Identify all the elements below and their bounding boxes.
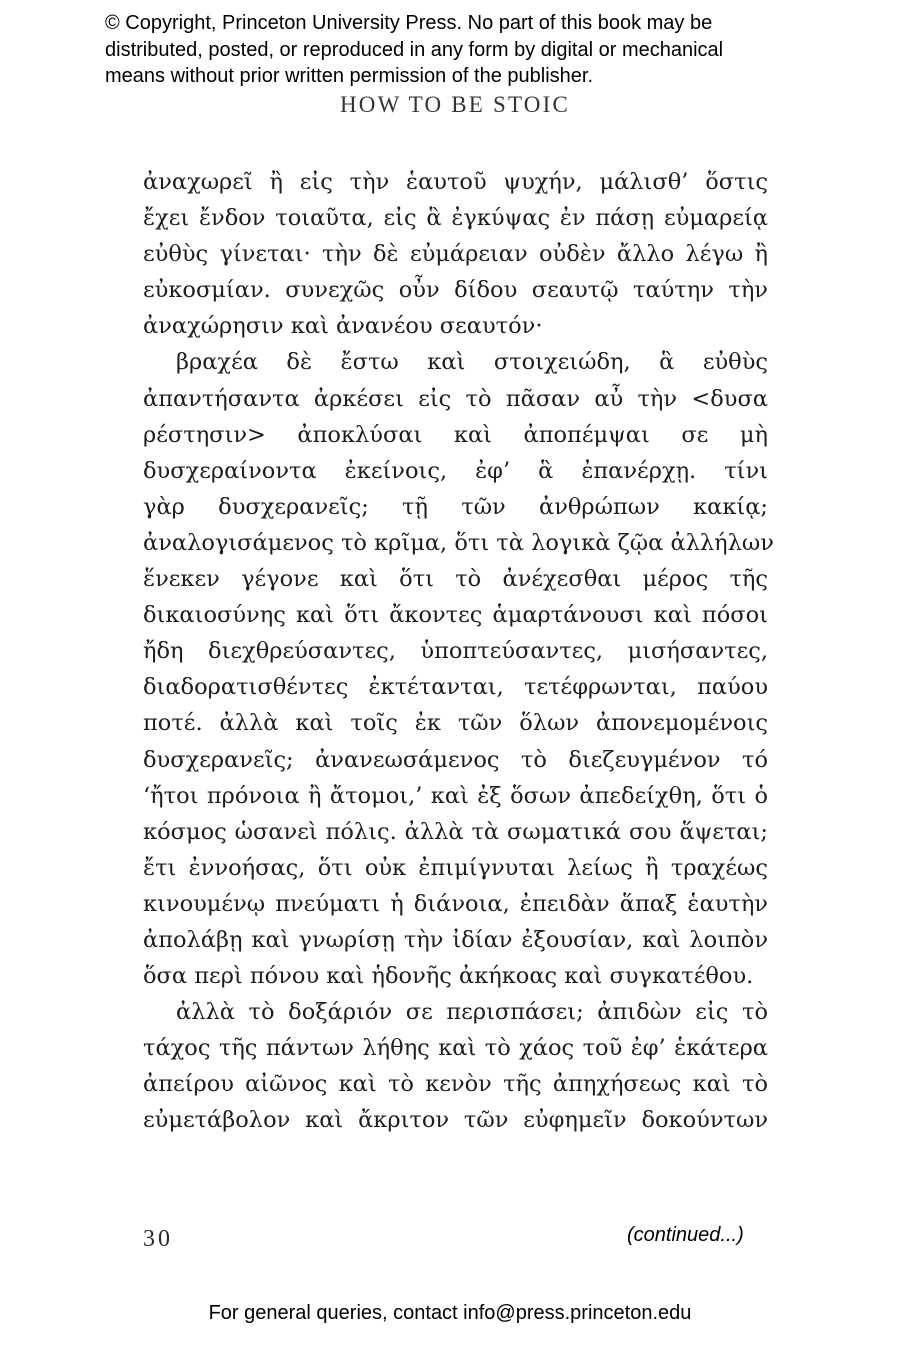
text-line: ὅσα περὶ πόνου καὶ ἡδονῆς ἀκήκοας καὶ συγκατέθου. bbox=[143, 963, 754, 990]
copyright-notice bbox=[105, 10, 825, 90]
text-line: δικαιοσύνης καὶ ὅτι ἄκοντες ἁμαρτάνουσι καὶ πόσοι bbox=[143, 602, 768, 629]
text-line: εὐκοσμίαν. συνεχῶς οὖν δίδου σεαυτῷ ταύτην τὴν bbox=[143, 277, 768, 304]
text-line: βραχέα δὲ ἔστω καὶ στοιχειώδη, ἃ εὐθὺς bbox=[176, 349, 768, 376]
text-line: ρέστησιν> ἀποκλύσαι καὶ ἀποπέμψαι σε μὴ bbox=[143, 421, 768, 448]
text-line: ἕνεκεν γέγονε καὶ ὅτι τὸ ἀνέχεσθαι μέρος τῆς bbox=[143, 566, 768, 593]
text-line: ἀλλὰ τὸ δοξάριόν σε περισπάσει; ἀπιδὼν εἰς τὸ bbox=[176, 999, 768, 1026]
text-line: ἀπολάβῃ καὶ γνωρίσῃ τὴν ἰδίαν ἐξουσίαν, καὶ λοιπὸν bbox=[143, 926, 768, 953]
copyright-line: means without prior written permission of the publisher. bbox=[105, 65, 594, 87]
text-line: δυσχερανεῖς; ἀνανεωσάμενος τὸ διεζευγμένον τό bbox=[143, 746, 768, 773]
text-line: ἔχει ἔνδον τοιαῦτα, εἰς ἃ ἐγκύψας ἐν πάσῃ εὐμαρείᾳ bbox=[143, 205, 768, 232]
text-line: διαδορατισθέντες ἐκτέτανται, τετέφρωνται, παύου bbox=[143, 674, 768, 701]
text-line: εὐμετάβολον καὶ ἄκριτον τῶν εὐφημεῖν δοκούντων bbox=[143, 1107, 768, 1134]
text-line: ἀναχώρησιν καὶ ἀνανέου σεαυτόν· bbox=[143, 313, 543, 340]
text-line: κινουμένῳ πνεύματι ἡ διάνοια, ἐπειδὰν ἅπαξ ἑαυτὴν bbox=[143, 890, 768, 917]
greek-text-body bbox=[143, 164, 774, 1139]
footer-contact: For general queries, contact info@press.princeton.edu bbox=[208, 1302, 692, 1324]
text-line: τάχος τῆς πάντων λήθης καὶ τὸ χάος τοῦ ἐφ’ ἑκάτερα bbox=[143, 1035, 768, 1062]
text-line: ἀναλογισάμενος τὸ κρῖμα, ὅτι τὰ λογικὰ ζῷα ἀλλήλων bbox=[143, 529, 774, 556]
text-line: ἀπείρου αἰῶνος καὶ τὸ κενὸν τῆς ἀπηχήσεως καὶ τὸ bbox=[143, 1071, 768, 1098]
continued-note: (continued...) bbox=[627, 1224, 744, 1246]
page-number: 30 bbox=[143, 1226, 173, 1252]
text-line: κόσμος ὡσανεὶ πόλις. ἀλλὰ τὰ σωματικά σου ἅψεται; bbox=[143, 818, 768, 845]
copyright-line: distributed, posted, or reproduced in any form by digital or mechanical bbox=[105, 38, 724, 61]
running-head: HOW TO BE STOIC bbox=[339, 92, 571, 117]
text-line: δυσχεραίνοντα ἐκείνοις, ἐφ’ ἃ ἐπανέρχῃ. τίνι bbox=[143, 457, 768, 484]
text-line: ‘ἤτοι πρόνοια ἢ ἄτομοι,’ καὶ ἐξ ὅσων ἀπεδείχθη, ὅτι ὁ bbox=[143, 782, 768, 809]
text-line: εὐθὺς γίνεται· τὴν δὲ εὐμάρειαν οὐδὲν ἄλλο λέγω ἢ bbox=[143, 241, 768, 268]
text-line: ἀπαντήσαντα ἀρκέσει εἰς τὸ πᾶσαν αὖ τὴν <δυσα bbox=[143, 385, 768, 412]
text-line: γὰρ δυσχερανεῖς; τῇ τῶν ἀνθρώπων κακίᾳ; bbox=[143, 493, 768, 520]
text-line: ἤδη διεχθρεύσαντες, ὑποπτεύσαντες, μισήσαντες, bbox=[143, 638, 768, 665]
text-line: ἔτι ἐννοήσας, ὅτι οὐκ ἐπιμίγνυται λείως ἢ τραχέως bbox=[143, 854, 768, 881]
text-line: ἀναχωρεῖ ἢ εἰς τὴν ἑαυτοῦ ψυχήν, μάλισθ’ ὅστις bbox=[143, 169, 768, 195]
text-line: ποτέ. ἀλλὰ καὶ τοῖς ἐκ τῶν ὅλων ἀπονεμομένοις bbox=[143, 710, 768, 737]
copyright-line: © Copyright, Princeton University Press. No part of this book may be bbox=[105, 12, 713, 34]
